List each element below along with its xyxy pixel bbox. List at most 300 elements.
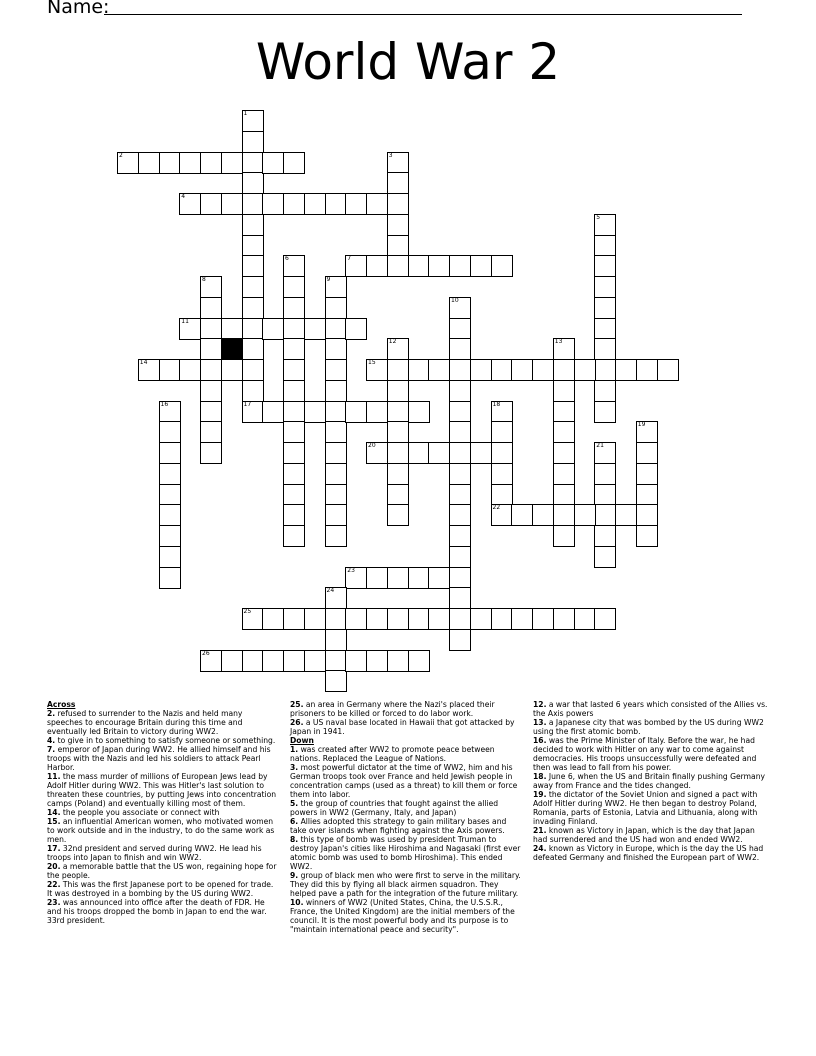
cell-number: 20 xyxy=(368,442,376,449)
grid-cell[interactable] xyxy=(283,318,305,340)
grid-cell[interactable] xyxy=(200,297,222,319)
grid-cell[interactable] xyxy=(636,484,658,506)
grid-cell[interactable] xyxy=(408,567,430,589)
clue-text: a Japanese city that was bombed by the US during WW2 using the first atomic bomb. xyxy=(533,718,764,736)
grid-cell[interactable] xyxy=(449,608,471,630)
grid-cell[interactable] xyxy=(283,608,305,630)
grid-cell[interactable] xyxy=(449,442,471,464)
cell-number: 11 xyxy=(181,317,189,325)
grid-cell[interactable] xyxy=(159,504,181,526)
grid-cell[interactable] xyxy=(428,255,450,277)
grid-cell[interactable] xyxy=(283,359,305,381)
grid-cell[interactable] xyxy=(594,235,616,257)
grid-cell[interactable] xyxy=(470,442,492,464)
clue-number: 4. xyxy=(47,736,56,745)
grid-cell[interactable] xyxy=(325,525,347,547)
grid-cell[interactable] xyxy=(594,318,616,340)
grid-cell[interactable] xyxy=(408,650,430,672)
grid-cell[interactable] xyxy=(491,401,513,423)
grid-cell[interactable] xyxy=(366,193,388,215)
grid-cell[interactable] xyxy=(117,152,139,174)
grid-cell[interactable] xyxy=(283,401,305,423)
grid-cell[interactable] xyxy=(283,255,305,277)
clue-number: 25. xyxy=(290,700,304,709)
grid-cell[interactable] xyxy=(511,359,533,381)
grid-cell[interactable] xyxy=(387,504,409,526)
grid-cell[interactable] xyxy=(491,484,513,506)
clue xyxy=(290,871,525,898)
clue xyxy=(533,700,768,718)
grid-cell[interactable] xyxy=(262,401,284,423)
grid-cell[interactable] xyxy=(283,504,305,526)
grid-cell[interactable] xyxy=(325,504,347,526)
grid-cell[interactable] xyxy=(159,442,181,464)
grid-cell[interactable] xyxy=(283,380,305,402)
grid-cell[interactable] xyxy=(449,421,471,443)
cell-number: 14 xyxy=(139,359,148,366)
grid-cell[interactable] xyxy=(345,401,367,423)
clue xyxy=(47,808,280,817)
grid-cell[interactable] xyxy=(242,359,264,381)
grid-cell[interactable] xyxy=(532,359,554,381)
clue xyxy=(47,844,280,862)
grid-cell[interactable] xyxy=(366,401,388,423)
grid-cell[interactable] xyxy=(242,131,264,153)
clue-number: 17. xyxy=(47,844,61,853)
grid-cell[interactable] xyxy=(179,193,201,215)
clue-text: was the Prime Minister of Italy. Before the war, he had decided to work with Hitler on any war to come against democracies. His troops unsuccessfully were defeated and then was lead to fall from his power. xyxy=(533,736,757,772)
grid-cell[interactable] xyxy=(532,504,554,526)
name-label: Name: xyxy=(47,0,110,18)
grid-cell[interactable] xyxy=(470,255,492,277)
grid-cell[interactable] xyxy=(262,318,284,340)
grid-cell[interactable] xyxy=(283,525,305,547)
grid-cell[interactable] xyxy=(325,587,347,609)
grid-cell[interactable] xyxy=(242,380,264,402)
grid-cell[interactable] xyxy=(325,193,347,215)
grid-cell[interactable] xyxy=(242,235,264,257)
grid-cell[interactable] xyxy=(200,380,222,402)
clue-text: was created after WW2 to promote peace between nations. Replaced the League of Nations. xyxy=(290,745,495,763)
grid-cell[interactable] xyxy=(304,401,326,423)
grid-cell[interactable] xyxy=(283,276,305,298)
grid-cell[interactable] xyxy=(387,338,409,360)
grid-cell[interactable] xyxy=(200,359,222,381)
grid-cell[interactable] xyxy=(325,380,347,402)
clue-text: this type of bomb was used by president Truman to destroy Japan's cities like Hiroshima and Nagasaki (first ever atomic bomb was used to bomb Hiroshima). This ended WW2. xyxy=(290,835,521,871)
grid-cell[interactable] xyxy=(345,318,367,340)
grid-cell[interactable] xyxy=(304,650,326,672)
clue xyxy=(533,718,768,736)
grid-cell[interactable] xyxy=(325,359,347,381)
clue-number: 18. xyxy=(533,772,547,781)
grid-cell[interactable] xyxy=(615,504,637,526)
grid-cell[interactable] xyxy=(594,504,616,526)
clue-text: a US naval base located in Hawaii that got attacked by Japan in 1941. xyxy=(290,718,515,736)
clue-number: 10. xyxy=(290,898,304,907)
clue xyxy=(533,736,768,772)
clue-text: June 6, when the US and Britain finally pushing Germany away from France and the tides changed. xyxy=(533,772,766,790)
grid-cell[interactable] xyxy=(491,255,513,277)
grid-cell[interactable] xyxy=(553,463,575,485)
grid-cell[interactable] xyxy=(325,421,347,443)
grid-cell[interactable] xyxy=(657,359,679,381)
cell-number: 2 xyxy=(119,151,123,159)
grid-cell[interactable] xyxy=(553,401,575,423)
grid-cell[interactable] xyxy=(387,421,409,443)
grid-cell[interactable] xyxy=(636,463,658,485)
grid-cell[interactable] xyxy=(200,421,222,443)
grid-cell[interactable] xyxy=(553,338,575,360)
grid-cell[interactable] xyxy=(511,504,533,526)
grid-cell[interactable] xyxy=(325,463,347,485)
grid-cell[interactable] xyxy=(242,297,264,319)
clue xyxy=(290,718,525,736)
grid-cell[interactable] xyxy=(594,401,616,423)
clue-number: 21. xyxy=(533,826,547,835)
grid-cell[interactable] xyxy=(242,255,264,277)
cell-number: 7 xyxy=(347,255,352,263)
grid-cell[interactable] xyxy=(449,629,471,651)
clue-text: 32nd president and served during WW2. He lead his troops into Japan to finish and win WW2. xyxy=(47,844,262,862)
grid-cell[interactable] xyxy=(325,338,347,360)
clue-text: Allies adopted this strategy to gain military bases and take over islands when fighting against the Axis powers. xyxy=(290,817,507,835)
grid-cell[interactable] xyxy=(179,152,201,174)
grid-cell[interactable] xyxy=(594,255,616,277)
grid-cell[interactable] xyxy=(449,318,471,340)
grid-cell[interactable] xyxy=(200,318,222,340)
grid-cell[interactable] xyxy=(636,442,658,464)
grid-cell[interactable] xyxy=(449,546,471,568)
clue-heading: Across xyxy=(47,700,76,709)
grid-cell[interactable] xyxy=(594,214,616,236)
grid-cell[interactable] xyxy=(470,608,492,630)
clue-number: 1. xyxy=(290,745,299,754)
grid-cell[interactable] xyxy=(325,670,347,692)
grid-cell[interactable] xyxy=(325,629,347,651)
grid-cell[interactable] xyxy=(449,297,471,319)
clue xyxy=(290,799,525,817)
clue-number: 3. xyxy=(290,763,299,772)
grid-cell[interactable] xyxy=(574,359,596,381)
grid-cell[interactable] xyxy=(387,193,409,215)
grid-cell[interactable] xyxy=(511,608,533,630)
grid-cell[interactable] xyxy=(387,235,409,257)
grid-cell[interactable] xyxy=(283,297,305,319)
clue xyxy=(47,772,280,808)
grid-cell[interactable] xyxy=(574,608,596,630)
grid-cell[interactable] xyxy=(159,525,181,547)
clue-number: 12. xyxy=(533,700,547,709)
grid-cell[interactable] xyxy=(366,650,388,672)
grid-cell[interactable] xyxy=(242,401,264,423)
cell-number: 15 xyxy=(368,359,376,366)
grid-cell[interactable] xyxy=(179,359,201,381)
grid-cell[interactable] xyxy=(242,193,264,215)
grid-cell[interactable] xyxy=(159,463,181,485)
clue xyxy=(47,736,280,745)
clue-text: group of black men who were first to serve in the military. They did this by flying all black airmen squadron. They helped pave a path for the integration of the future military. xyxy=(290,871,521,898)
grid-cell[interactable] xyxy=(594,463,616,485)
cell-number: 12 xyxy=(388,338,397,346)
grid-cell[interactable] xyxy=(325,401,347,423)
grid-cell[interactable] xyxy=(159,152,181,174)
grid-cell[interactable] xyxy=(221,318,243,340)
grid-cell[interactable] xyxy=(242,276,264,298)
grid-cell[interactable] xyxy=(159,421,181,443)
grid-cell[interactable] xyxy=(325,484,347,506)
grid-cell[interactable] xyxy=(387,463,409,485)
grid-cell[interactable] xyxy=(594,608,616,630)
grid-cell[interactable] xyxy=(159,567,181,589)
grid-cell[interactable] xyxy=(242,608,264,630)
clue xyxy=(290,835,525,871)
clue-text: emperor of Japan during WW2. He allied himself and his troops with the Nazis and led his soldiers to attack Pearl Harbor. xyxy=(47,745,271,772)
grid-cell[interactable] xyxy=(242,110,264,132)
clue-number: 16. xyxy=(533,736,547,745)
grid-cell[interactable] xyxy=(449,484,471,506)
grid-cell[interactable] xyxy=(553,442,575,464)
grid-cell[interactable] xyxy=(491,421,513,443)
grid-cell[interactable] xyxy=(387,172,409,194)
grid-cell[interactable] xyxy=(470,359,492,381)
grid-cell[interactable] xyxy=(242,650,264,672)
grid-cell[interactable] xyxy=(594,546,616,568)
grid-cell[interactable] xyxy=(200,442,222,464)
grid-cell[interactable] xyxy=(594,297,616,319)
grid-cell[interactable] xyxy=(138,359,160,381)
grid-cell[interactable] xyxy=(242,152,264,174)
grid-cell[interactable] xyxy=(283,442,305,464)
cell-number: 18 xyxy=(492,400,501,408)
clue xyxy=(47,817,280,844)
grid-cell[interactable] xyxy=(428,359,450,381)
grid-cell[interactable] xyxy=(408,608,430,630)
grid-cell[interactable] xyxy=(553,484,575,506)
clue-text: an area in Germany where the Nazi's placed their prisoners to be killed or forced to do labor work. xyxy=(290,700,495,718)
grid-cell[interactable] xyxy=(345,193,367,215)
grid-cell[interactable] xyxy=(179,318,201,340)
cell-number: 8 xyxy=(202,276,206,283)
grid-cell[interactable] xyxy=(491,504,513,526)
grid-cell[interactable] xyxy=(366,359,388,381)
grid-cell[interactable] xyxy=(594,525,616,547)
grid-cell[interactable] xyxy=(408,255,430,277)
grid-cell[interactable] xyxy=(325,297,347,319)
clues-column-1 xyxy=(47,700,280,925)
cell-number: 23 xyxy=(347,566,355,574)
grid-cell[interactable] xyxy=(221,152,243,174)
grid-cell[interactable] xyxy=(594,442,616,464)
grid-cell[interactable] xyxy=(242,318,264,340)
clue-number: 15. xyxy=(47,817,61,826)
grid-cell[interactable] xyxy=(387,214,409,236)
grid-cell[interactable] xyxy=(408,401,430,423)
grid-cell[interactable] xyxy=(200,193,222,215)
grid-cell[interactable] xyxy=(366,442,388,464)
grid-cell[interactable] xyxy=(242,214,264,236)
grid-cell[interactable] xyxy=(200,650,222,672)
grid-cell[interactable] xyxy=(553,525,575,547)
grid-cell[interactable] xyxy=(449,567,471,589)
cell-number: 6 xyxy=(285,255,289,263)
grid-cell[interactable] xyxy=(428,608,450,630)
cell-number: 26 xyxy=(202,649,210,657)
grid-cell[interactable] xyxy=(159,401,181,423)
grid-cell[interactable] xyxy=(325,442,347,464)
clue-text: refused to surrender to the Nazis and held many speeches to encourage Britain during this time and eventually led Britain to victory during WW2. xyxy=(47,709,243,736)
grid-cell[interactable] xyxy=(491,442,513,464)
clue-number: 26. xyxy=(290,718,304,727)
clue-number: 19. xyxy=(533,790,547,799)
grid-cell[interactable] xyxy=(304,193,326,215)
grid-cell[interactable] xyxy=(574,504,596,526)
grid-cell[interactable] xyxy=(345,255,367,277)
grid-cell[interactable] xyxy=(345,608,367,630)
grid-cell[interactable] xyxy=(325,608,347,630)
clue-text: the dictator of the Soviet Union and signed a pact with Adolf Hitler during WW2. He then began to destroy Poland, Romania, parts of Estonia, Latvia and Lithuania, along with invading Finland. xyxy=(533,790,758,826)
grid-cell[interactable] xyxy=(325,276,347,298)
grid-cell[interactable] xyxy=(449,380,471,402)
grid-cell[interactable] xyxy=(636,504,658,526)
cell-number: 13 xyxy=(554,338,563,346)
grid-cell[interactable] xyxy=(553,504,575,526)
grid-cell[interactable] xyxy=(449,338,471,360)
clue xyxy=(290,745,525,763)
grid-cell[interactable] xyxy=(594,359,616,381)
grid-cell[interactable] xyxy=(553,421,575,443)
grid-cell[interactable] xyxy=(491,608,513,630)
grid-cell[interactable] xyxy=(387,608,409,630)
grid-cell[interactable] xyxy=(221,359,243,381)
grid-cell[interactable] xyxy=(159,546,181,568)
grid-cell[interactable] xyxy=(304,608,326,630)
grid-cell[interactable] xyxy=(553,608,575,630)
grid-cell[interactable] xyxy=(387,484,409,506)
grid-cell[interactable] xyxy=(345,650,367,672)
grid-cell[interactable] xyxy=(283,463,305,485)
clue-text: winners of WW2 (United States, China, the U.S.S.R., France, the United Kingdom) are the initial members of the council. It is the most powerful body and its purpose is to "maintain international peace and security". xyxy=(290,898,515,934)
grid-cell[interactable] xyxy=(138,152,160,174)
grid-cell[interactable] xyxy=(532,608,554,630)
grid-cell[interactable] xyxy=(262,608,284,630)
grid-cell[interactable] xyxy=(594,276,616,298)
cell-number: 9 xyxy=(326,276,331,283)
grid-cell[interactable] xyxy=(636,525,658,547)
clue-number: 5. xyxy=(290,799,299,808)
grid-cell[interactable] xyxy=(428,567,450,589)
clue-number: 8. xyxy=(290,835,299,844)
cell-number: 16 xyxy=(160,400,169,408)
grid-cell[interactable] xyxy=(449,587,471,609)
grid-cell[interactable] xyxy=(200,401,222,423)
grid-cell[interactable] xyxy=(200,338,222,360)
grid-cell[interactable] xyxy=(408,359,430,381)
grid-cell[interactable] xyxy=(200,152,222,174)
grid-cell[interactable] xyxy=(366,255,388,277)
grid-cell[interactable] xyxy=(283,193,305,215)
grid-cell[interactable] xyxy=(283,152,305,174)
clue xyxy=(47,862,280,880)
grid-cell[interactable] xyxy=(387,401,409,423)
grid-cell[interactable] xyxy=(159,359,181,381)
grid-cell[interactable] xyxy=(242,172,264,194)
grid-cell[interactable] xyxy=(283,338,305,360)
grid-cell[interactable] xyxy=(283,650,305,672)
grid-cell[interactable] xyxy=(449,255,471,277)
clue xyxy=(290,763,525,799)
clue-text: known as Victory in Japan, which is the day that Japan had surrendered and the US had won and ended WW2. xyxy=(533,826,755,844)
clue-number: 2. xyxy=(47,709,56,718)
grid-cell[interactable] xyxy=(449,359,471,381)
grid-cell[interactable] xyxy=(262,650,284,672)
grid-cell[interactable] xyxy=(449,463,471,485)
grid-cell[interactable] xyxy=(366,567,388,589)
grid-cell[interactable] xyxy=(553,359,575,381)
clue xyxy=(47,709,280,736)
grid-cell[interactable] xyxy=(221,650,243,672)
grid-cell[interactable] xyxy=(366,608,388,630)
clue-number: 14. xyxy=(47,808,61,817)
grid-cell[interactable] xyxy=(200,276,222,298)
grid-cell[interactable] xyxy=(387,359,409,381)
clue xyxy=(290,700,525,718)
grid-cell[interactable] xyxy=(283,421,305,443)
grid-cell[interactable] xyxy=(159,484,181,506)
grid-cell[interactable] xyxy=(594,484,616,506)
grid-cell[interactable] xyxy=(387,152,409,174)
cell-number: 17 xyxy=(243,400,252,408)
cell-number: 10 xyxy=(451,296,459,304)
grid-cell[interactable] xyxy=(262,193,284,215)
grid-cell[interactable] xyxy=(345,567,367,589)
grid-cell[interactable] xyxy=(428,442,450,464)
clue xyxy=(47,745,280,772)
grid-cell[interactable] xyxy=(221,193,243,215)
grid-cell[interactable] xyxy=(594,338,616,360)
grid-cell[interactable] xyxy=(325,318,347,340)
grid-cell[interactable] xyxy=(449,504,471,526)
grid-cell[interactable] xyxy=(262,152,284,174)
clue xyxy=(47,880,280,898)
clue-text: was announced into office after the death of FDR. He and his troops dropped the bomb in Japan to end the war. 33rd president. xyxy=(47,898,267,925)
grid-cell[interactable] xyxy=(491,359,513,381)
clue-number: 24. xyxy=(533,844,547,853)
clue-number: 13. xyxy=(533,718,547,727)
clue-number: 22. xyxy=(47,880,61,889)
grid-cell[interactable] xyxy=(615,359,637,381)
grid-cell[interactable] xyxy=(594,380,616,402)
grid-cell[interactable] xyxy=(553,380,575,402)
grid-cell[interactable] xyxy=(387,380,409,402)
grid-cell[interactable] xyxy=(387,255,409,277)
clue-text: a memorable battle that the US won, regaining hope for the people. xyxy=(47,862,277,880)
grid-cell[interactable] xyxy=(636,359,658,381)
grid-cell[interactable] xyxy=(408,442,430,464)
grid-cell[interactable] xyxy=(325,650,347,672)
grid-cell[interactable] xyxy=(449,525,471,547)
grid-cell[interactable] xyxy=(387,442,409,464)
grid-cell[interactable] xyxy=(387,650,409,672)
grid-cell[interactable] xyxy=(387,567,409,589)
grid-cell[interactable] xyxy=(636,421,658,443)
clues-column-2 xyxy=(290,700,525,934)
grid-cell[interactable] xyxy=(283,484,305,506)
grid-cell[interactable] xyxy=(491,463,513,485)
grid-cell[interactable] xyxy=(449,401,471,423)
grid-cell[interactable] xyxy=(304,318,326,340)
grid-cell[interactable] xyxy=(242,338,264,360)
